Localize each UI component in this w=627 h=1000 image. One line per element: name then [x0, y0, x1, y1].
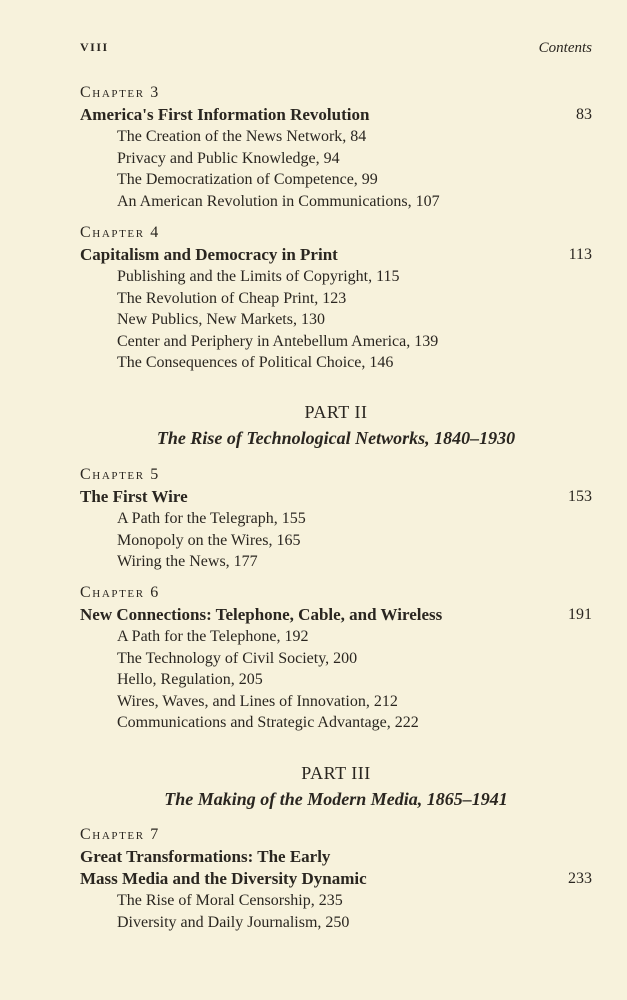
part-title: The Making of the Modern Media, 1865–1941: [164, 789, 508, 809]
section-list: [80, 890, 592, 933]
section-item: Center and Periphery in Antebellum America, 139: [117, 332, 439, 350]
section-item: Wires, Waves, and Lines of Innovation, 212: [117, 692, 398, 710]
section-item: The Technology of Civil Society, 200: [117, 649, 358, 667]
section-item: The Creation of the News Network, 84: [117, 128, 367, 145]
chapter-title-row: [80, 244, 592, 266]
section-item: Privacy and Public Knowledge, 94: [117, 149, 340, 167]
chapter-title-row: [80, 486, 592, 508]
chapter-3-entry: [80, 82, 592, 212]
page-header: [80, 40, 592, 60]
chapter-5-entry: [80, 464, 592, 573]
part-label: PART III: [301, 763, 371, 783]
chapter-label: Chapter 3: [80, 84, 160, 101]
chapter-title-row: [80, 604, 592, 626]
part-title: The Rise of Technological Networks, 1840–1930: [156, 428, 516, 448]
chapter-page: 233: [568, 870, 592, 887]
chapter-4-entry: [80, 222, 592, 374]
page-number: VIII: [80, 40, 109, 54]
section-item: Wiring the News, 177: [117, 553, 258, 570]
chapter-page: 191: [568, 606, 592, 623]
section-item: Diversity and Daily Journalism, 250: [117, 913, 350, 931]
chapter-title: America's First Information Revolution: [80, 105, 370, 124]
section-item: The Revolution of Cheap Print, 123: [117, 289, 347, 307]
section-item: An American Revolution in Communications, 107: [117, 192, 440, 210]
chapter-title-row: [80, 104, 592, 126]
chapter-title: The First Wire: [80, 487, 188, 506]
chapter-7-entry: [80, 824, 592, 933]
chapter-title: New Connections: Telephone, Cable, and Wireless: [80, 605, 443, 624]
section-item: Monopoly on the Wires, 165: [117, 531, 301, 549]
chapter-label: Chapter 6: [80, 584, 160, 601]
part-label: PART II: [304, 402, 368, 422]
chapter-page: 153: [568, 488, 592, 505]
chapter-6-entry: [80, 582, 592, 734]
section-item: Publishing and the Limits of Copyright, 115: [117, 268, 400, 285]
chapter-title-row: [80, 868, 592, 890]
chapter-label: Chapter 5: [80, 466, 160, 483]
part-3-heading: [80, 760, 592, 812]
section-list: [80, 126, 592, 212]
section-item: The Rise of Moral Censorship, 235: [117, 892, 343, 909]
chapter-title-line1: [80, 846, 592, 868]
section-item: New Publics, New Markets, 130: [117, 311, 325, 328]
section-item: A Path for the Telephone, 192: [117, 628, 309, 645]
chapter-label: Chapter 4: [80, 224, 160, 241]
chapter-label: Chapter 7: [80, 826, 160, 843]
chapter-page: 113: [568, 246, 592, 263]
chapter-title: Capitalism and Democracy in Print: [80, 245, 338, 264]
chapter-title: Great Transformations: The Early: [80, 847, 331, 866]
section-list: [80, 508, 592, 573]
chapter-title: Mass Media and the Diversity Dynamic: [80, 869, 367, 888]
section-item: A Path for the Telegraph, 155: [117, 510, 306, 527]
section-item: The Democratization of Competence, 99: [117, 171, 378, 188]
section-item: The Consequences of Political Choice, 146: [117, 354, 394, 371]
chapter-page: 83: [576, 106, 592, 123]
section-list: [80, 266, 592, 374]
section-item: Hello, Regulation, 205: [117, 671, 263, 688]
running-head: Contents: [538, 40, 592, 56]
part-2-heading: [80, 399, 592, 451]
section-item: Communications and Strategic Advantage, 222: [117, 714, 419, 731]
section-list: [80, 626, 592, 734]
